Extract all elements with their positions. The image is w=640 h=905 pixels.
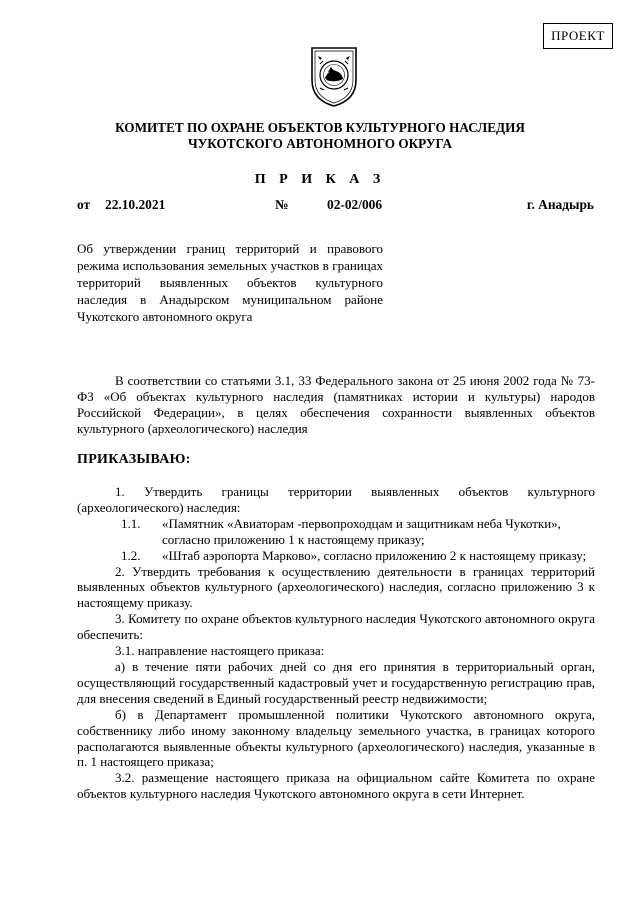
item-3-2: 3.2. размещение настоящего приказа на официальном сайте Комитета по охране объектов культурного наследия Чукотского автономного округа в сети Интернет.	[77, 770, 595, 802]
item-3-1: 3.1. направление настоящего приказа:	[115, 643, 325, 659]
item-3-1-a: а) в течение пяти рабочих дней со дня его принятия в территориальный орган, осуществляющий государственный кадастровый учет и государственную регистрацию прав, для внесения сведений в Единый государственный реестр недвижимости;	[77, 658, 595, 706]
order-items	[77, 484, 595, 802]
item-1-2	[77, 548, 595, 564]
order-subject: Об утверждении границ территорий и правового режима использования земельных участков в границах территорий выявленных объектов культурного наследия в Анадырском муниципальном районе Чукотского автономного округа	[77, 241, 383, 324]
organization-line-2: ЧУКОТСКОГО АВТОНОМНОГО ОКРУГА	[187, 136, 453, 151]
item-1-1	[77, 516, 595, 548]
item-2: 2. Утвердить требования к осуществлению деятельности в границах территорий выявленных объектов культурного (археологического) наследия, согласно приложению 3 к настоящему приказу.	[77, 563, 595, 611]
item-3-1-b: б) в Департамент промышленной политики Чукотского автономного округа, собственнику либо иному законному владельцу земельного участка, в границах которого располагаются выявленные объекты культурного (археологического) наследия, указанные в п. 1 настоящего приказа;	[77, 706, 595, 770]
document-number: 02-02/006	[327, 197, 383, 212]
preamble-text: В соответствии со статьями 3.1, 33 Федерального закона от 25 июня 2002 года № 73-ФЗ «Об объектах культурного наследия (памятниках истории и культуры) народов Российской Федерации», в целях обеспечения сохранности выявленных объектов культурного (археологического) наследия	[77, 373, 595, 436]
item-1-1-text: «Памятник «Авиаторам -первопроходцам и защитникам неба Чукотки», согласно приложению 1 к настоящему приказу;	[162, 515, 561, 547]
draft-stamp: ПРОЕКТ	[543, 23, 613, 49]
number-sign: №	[275, 197, 289, 212]
item-1-2-text: «Штаб аэропорта Марково», согласно приложению 2 к настоящему приказу;	[162, 547, 587, 563]
item-1: 1. Утвердить границы территории выявленных объектов культурного (археологического) наследия:	[77, 484, 595, 515]
organization-name	[60, 120, 580, 152]
document-place: г. Анадырь	[526, 197, 594, 212]
coat-of-arms-icon	[306, 44, 362, 108]
organization-line-1: КОМИТЕТ ПО ОХРАНЕ ОБЪЕКТОВ КУЛЬТУРНОГО НАСЛЕДИЯ	[115, 120, 525, 135]
order-command: ПРИКАЗЫВАЮ:	[77, 452, 191, 467]
document-date: 22.10.2021	[105, 197, 166, 212]
date-prefix: от	[77, 197, 91, 212]
item-1-1-number: 1.1.	[121, 515, 141, 531]
item-1-2-number: 1.2.	[121, 547, 141, 563]
document-type-title: П Р И К А З	[254, 172, 386, 187]
item-3: 3. Комитету по охране объектов культурного наследия Чукотского автономного округа обеспечить:	[77, 611, 595, 643]
preamble	[77, 373, 595, 437]
